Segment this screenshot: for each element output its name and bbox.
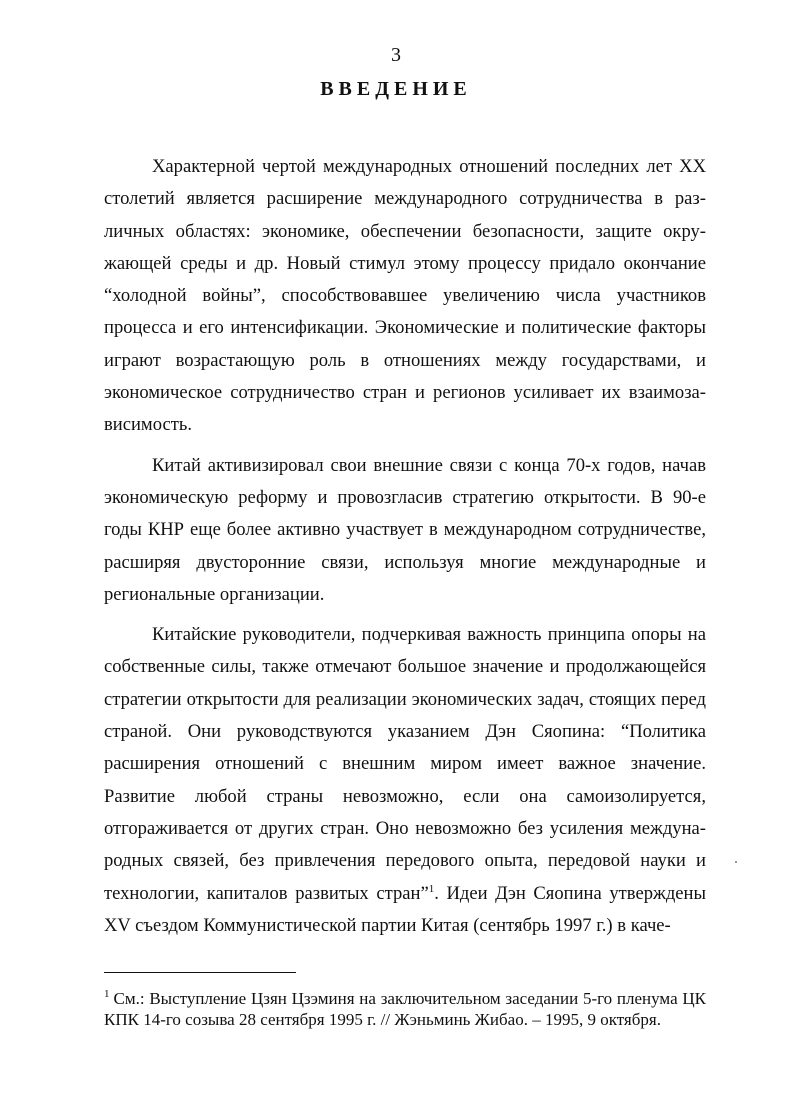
paragraph-1-text: Характерной чертой международных отношений последних лет XX столетий является расширение международного сотрудничества в различных областях: экономике, обеспечении безопасности, защите окружающей среды и др. Новый стимул этому процессу придало окончание “холодной войны”, способствовавшее увеличению числа участников процесса и его интенсификации. Экономические и политические факторы играют возрастающую роль в отношениях между государствами, и экономическое сотрудничество стран и регионов усиливает их взаимозависимость. <box>104 156 706 436</box>
body-text <box>104 151 706 942</box>
footnote-reference[interactable]: 1 <box>428 882 435 895</box>
footnote <box>104 988 706 1030</box>
footnote-mark: 1 <box>104 988 110 1001</box>
paragraph-2-text: Китай активизировал свои внешние связи с конца 70-х годов, начав экономическую реформу и провозгласив стратегию открытости. В 90-е годы КНР еще более активно участвует в международном сотрудничестве, расширяя двусторонние связи, используя многие международные и региональные организации. <box>104 454 706 605</box>
footnote-text: См.: Выступление Цзян Цзэминя на заключительном заседании 5-го пленума ЦК КПК 14-го созыва 28 сентября 1995 г. // Жэньминь Жибао. – 1995, 9 октября. <box>104 989 706 1029</box>
paragraph-3-text: Китайские руководители, подчеркивая важность принципа опоры на собственные силы, также отмечают большое значение и продолжающейся стратегии открытости для реализации экономических задач, стоящих перед страной. Они руководствуются указанием Дэн Сяопина: “Политика расширения отношений с внешним миром имеет важное значение. Развитие любой страны невозможно, если она самоизолируется, отгораживается от других стран. Оно невозможно без усиления международных связей, без привлечения передового опыта, передовой науки и технологии, капиталов развитых стран” <box>104 624 706 904</box>
paragraph-1 <box>104 151 706 442</box>
paragraph-3 <box>104 619 706 942</box>
footnote-divider <box>104 972 296 973</box>
section-heading: ВВЕДЕНИЕ <box>320 78 472 100</box>
page-number: 3 <box>391 44 401 66</box>
scan-speck <box>735 861 737 863</box>
paragraph-3-continuation: . Идеи Дэн Сяопина утверждены XV съездом Коммунистической партии Китая (сентябрь 1997 г.) в каче- <box>104 882 707 936</box>
paragraph-2 <box>104 450 706 611</box>
